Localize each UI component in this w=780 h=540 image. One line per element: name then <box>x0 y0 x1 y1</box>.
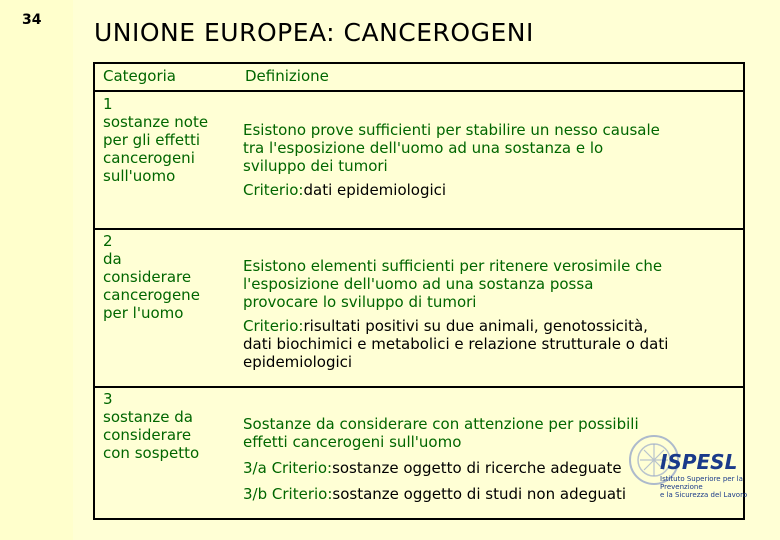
row-2-definition-line: provocare lo sviluppo di tumori <box>243 293 477 311</box>
slide-number: 34 <box>22 12 42 28</box>
logo-subtitle-line: Istituto Superiore per la Prevenzione <box>660 475 743 491</box>
row-3-sub-item-code: 3/a <box>243 459 267 477</box>
logo-subtitle-line: e la Sicurezza del Lavoro <box>660 491 748 499</box>
row-2-criterion-text: epidemiologici <box>243 353 353 371</box>
row-1-definition <box>243 121 660 199</box>
row-2-criterion-label: Criterio: <box>243 317 304 335</box>
row-2-category-line: considerare <box>103 268 192 286</box>
row-1-definition-line: tra l'esposizione dell'uomo ad una sostanza e lo <box>243 139 604 157</box>
row-1-criterion-label: Criterio: <box>243 181 304 199</box>
row-2-definition-line: Esistono elementi sufficienti per ritenere verosimile che <box>243 257 663 275</box>
header-category: Categoria <box>103 67 177 85</box>
row-3-sub-item-text: sostanze oggetto di ricerche adeguate <box>332 459 622 477</box>
header-divider <box>95 90 743 92</box>
row-3-sub-item-a <box>243 459 639 477</box>
row-1-criterion <box>243 181 660 199</box>
ispesl-logo-text: ISPESL <box>660 450 738 474</box>
row-1-category <box>103 95 208 185</box>
row-2-definition-line: l'esposizione dell'uomo ad una sostanza possa <box>243 275 594 293</box>
row-2-criterion-text: risultati positivi su due animali, genotossicità, <box>303 317 648 335</box>
row-3-category-line: considerare <box>103 426 192 444</box>
row-3-number: 3 <box>103 390 113 408</box>
row-1-criterion-text: dati epidemiologici <box>303 181 447 199</box>
row-3-sub-item-text: sostanze oggetto di studi non adeguati <box>332 485 627 503</box>
row-3-sub-item-label: Criterio: <box>271 485 333 503</box>
row-2-category <box>103 232 200 322</box>
row-3-category-line: con sospetto <box>103 444 200 462</box>
left-band <box>0 0 73 540</box>
row-1-category-line: sostanze note <box>103 113 209 131</box>
row-1-definition-line: sviluppo dei tumori <box>243 157 388 175</box>
header-definition: Definizione <box>245 67 329 85</box>
row-3-category-line: sostanze da <box>103 408 193 426</box>
row-2-number: 2 <box>103 232 113 250</box>
row-3-sub-item-code: 3/b <box>243 485 268 503</box>
row-3-sub-item-label: Criterio: <box>271 459 333 477</box>
row-3-definition-line: effetti cancerogeni sull'uomo <box>243 433 462 451</box>
row-2-category-line: per l'uomo <box>103 304 184 322</box>
row-1-category-line: per gli effetti <box>103 131 201 149</box>
row-3-definition-line: Sostanze da considerare con attenzione per possibili <box>243 415 639 433</box>
row-2-definition <box>243 257 668 371</box>
row-3-category <box>103 390 199 462</box>
ispesl-logo-subtitle <box>660 475 780 499</box>
row-2-criterion <box>243 317 668 371</box>
row-1-category-line: cancerogeni <box>103 149 195 167</box>
row-2-criterion-text: dati biochimici e metabolici e relazione strutturale o dati <box>243 335 669 353</box>
row-3-sub-item-b <box>243 485 639 503</box>
slide-title: UNIONE EUROPEA: CANCEROGENI <box>94 18 534 47</box>
row-divider-2 <box>95 386 743 388</box>
row-2-category-line: da <box>103 250 122 268</box>
row-2-category-line: cancerogene <box>103 286 200 304</box>
row-divider-1 <box>95 228 743 230</box>
row-3-definition <box>243 415 639 503</box>
row-1-number: 1 <box>103 95 113 113</box>
row-1-definition-line: Esistono prove sufficienti per stabilire un nesso causale <box>243 121 660 139</box>
row-1-category-line: sull'uomo <box>103 167 176 185</box>
